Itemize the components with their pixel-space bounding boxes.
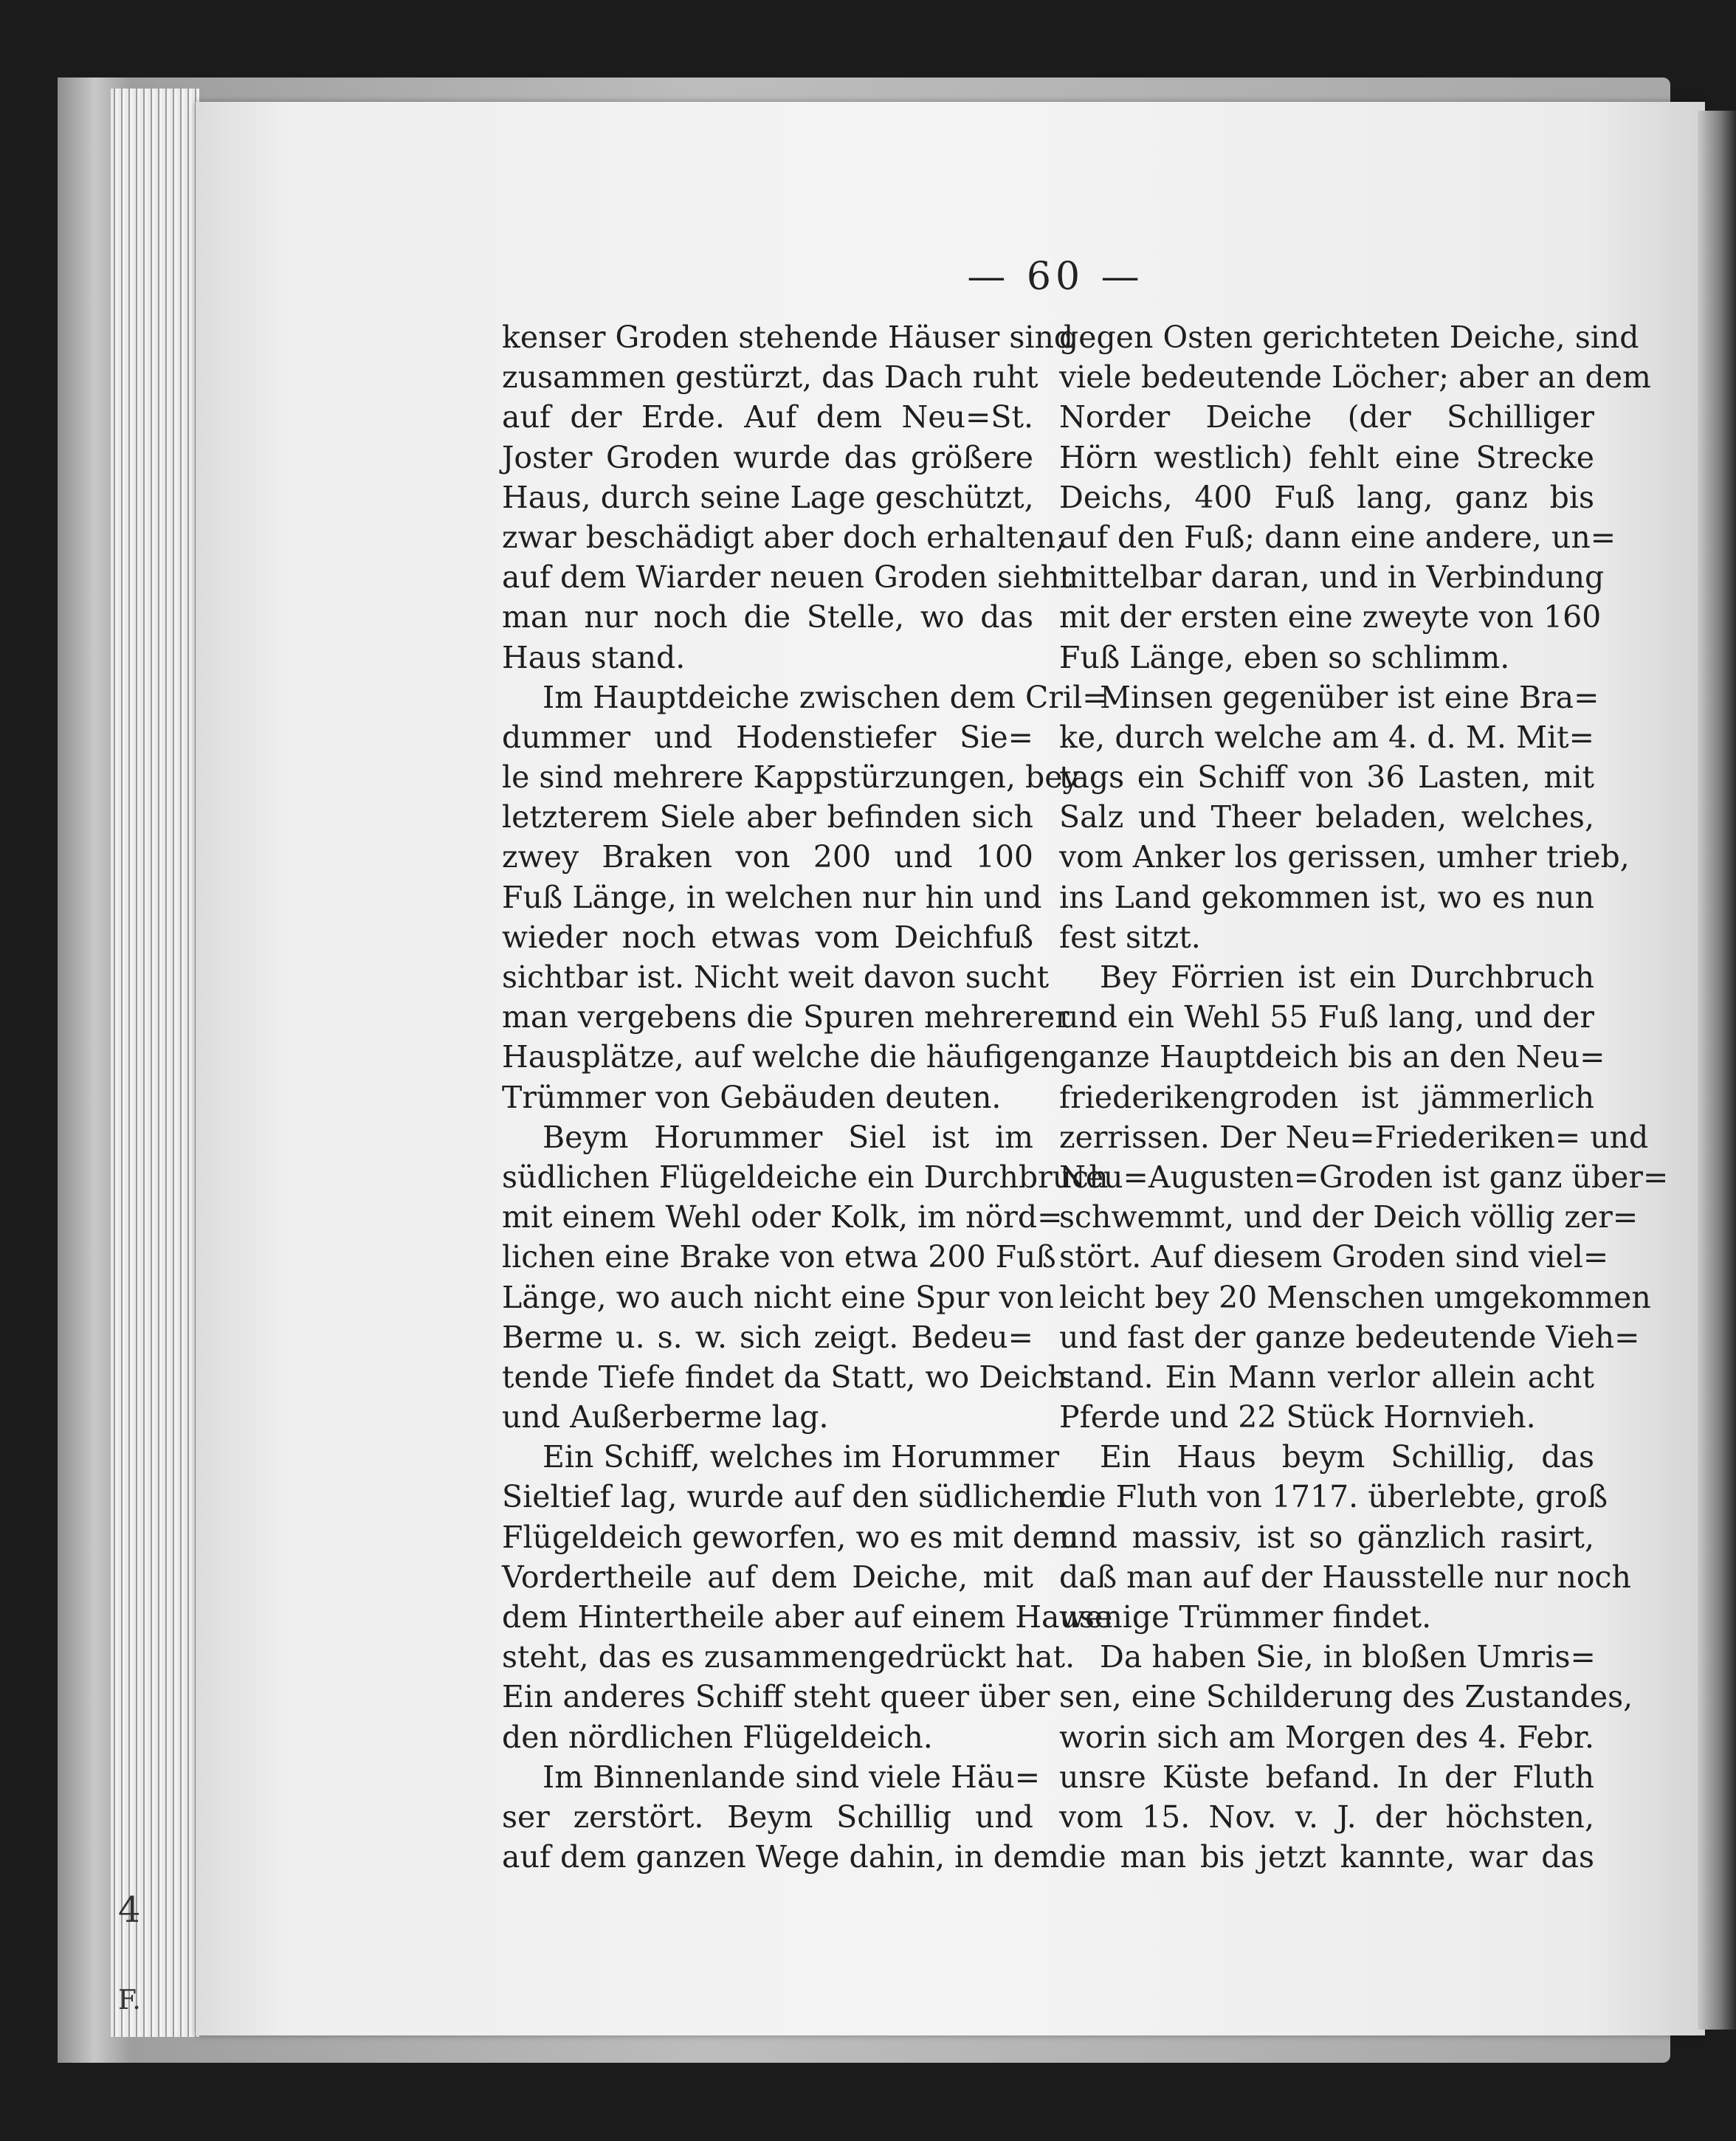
left-text-column <box>502 317 1113 1877</box>
text-line: ganze Hauptdeich bis an den Neu= <box>1059 1039 1605 1075</box>
text-line: und massiv, ist so gänzlich rasirt, <box>1059 1519 1594 1555</box>
text-line: schwemmt, und der Deich völlig zer= <box>1059 1199 1639 1235</box>
text-line: sichtbar ist. Nicht weit davon sucht <box>502 959 1050 995</box>
text-line: gegen Osten gerichteten Deiche, sind <box>1059 320 1639 355</box>
text-line: sen, eine Schilderung des Zustandes, <box>1059 1679 1633 1715</box>
corner-mark-lower: F. <box>118 1985 141 2016</box>
text-line: vom 15. Nov. v. J. der höchsten, <box>1059 1799 1594 1835</box>
text-line: Länge, wo auch nicht eine Spur von <box>502 1279 1054 1315</box>
text-line: man vergebens die Spuren mehrerer <box>502 999 1070 1035</box>
text-line: und fast der ganze bedeutende Vieh= <box>1059 1319 1640 1355</box>
text-line: zwar beschädigt aber doch erhalten; <box>502 519 1066 555</box>
text-line: Neu=Augusten=Groden ist ganz über= <box>1059 1159 1669 1195</box>
text-line: friederikengroden ist jämmerlich <box>1059 1079 1594 1115</box>
text-line: worin sich am Morgen des 4. Febr. <box>1059 1719 1594 1755</box>
text-line: Hausplätze, auf welche die häufigen <box>502 1039 1061 1075</box>
text-line: auf dem Wiarder neuen Groden sieht <box>502 559 1072 596</box>
corner-mark-upper: 4 <box>118 1889 141 1931</box>
text-line: Deichs, 400 Fuß lang, ganz bis <box>1059 479 1594 515</box>
text-line: vom Anker los gerissen, umher trieb, <box>1059 839 1630 875</box>
text-line: Joster Groden wurde das größere <box>502 439 1033 475</box>
text-line: stand. Ein Mann verlor allein acht <box>1059 1359 1594 1395</box>
text-line: Minsen gegenüber ist eine Bra= <box>1100 679 1599 715</box>
page-right-edge <box>1698 111 1736 2030</box>
text-line: Sieltief lag, wurde auf den südlichen <box>502 1479 1067 1515</box>
text-line: mit der ersten eine zweyte von 160 <box>1059 599 1602 635</box>
text-line: Hörn westlich) fehlt eine Strecke <box>1059 439 1594 475</box>
text-line: Ein Schiff, welches im Horummer <box>542 1439 1060 1475</box>
text-line: Berme u. s. w. sich zeigt. Bedeu= <box>502 1319 1033 1355</box>
text-line: dem Hintertheile aber auf einem Hause <box>502 1599 1113 1635</box>
text-line: tende Tiefe findet da Statt, wo Deich <box>502 1359 1067 1395</box>
text-line: Salz und Theer beladen, welches, <box>1059 799 1594 835</box>
text-line: Ein anderes Schiff steht queer über <box>502 1679 1050 1715</box>
text-line: stört. Auf diesem Groden sind viel= <box>1059 1239 1609 1275</box>
text-line: viele bedeutende Löcher; aber an dem <box>1059 359 1651 396</box>
text-line: dummer und Hodenstiefer Sie= <box>502 719 1033 755</box>
text-line: zusammen gestürzt, das Dach ruht <box>502 359 1038 396</box>
text-line: mit einem Wehl oder Kolk, im nörd= <box>502 1199 1063 1235</box>
text-line: Pferde und 22 Stück Hornvieh. <box>1059 1399 1536 1435</box>
text-line: kenser Groden stehende Häuser sind <box>502 320 1074 355</box>
text-line: wieder noch etwas vom Deichfuß <box>502 919 1033 955</box>
text-line: auf dem ganzen Wege dahin, in dem <box>502 1839 1060 1875</box>
page-edges <box>111 89 199 2037</box>
text-line: steht, das es zusammengedrückt hat. <box>502 1639 1075 1675</box>
text-line: Bey Förrien ist ein Durchbruch <box>1100 959 1594 995</box>
text-line: tags ein Schiff von 36 Lasten, mit <box>1059 759 1594 796</box>
text-line: und Außerberme lag. <box>502 1399 829 1435</box>
text-line: lichen eine Brake von etwa 200 Fuß <box>502 1239 1056 1275</box>
text-line: Flügeldeich geworfen, wo es mit dem <box>502 1519 1079 1555</box>
page-number: — 60 — <box>967 255 1144 299</box>
text-line: Im Binnenlande sind viele Häu= <box>542 1759 1041 1795</box>
text-line: Fuß Länge, eben so schlimm. <box>1059 639 1510 675</box>
text-line: auf den Fuß; dann eine andere, un= <box>1059 519 1616 555</box>
text-line: die Fluth von 1717. überlebte, groß <box>1059 1479 1608 1515</box>
text-line: letzterem Siele aber befinden sich <box>502 799 1033 835</box>
text-line: ins Land gekommen ist, wo es nun <box>1059 879 1594 915</box>
text-line: ke, durch welche am 4. d. M. Mit= <box>1059 719 1594 755</box>
text-line: Trümmer von Gebäuden deuten. <box>502 1079 1002 1115</box>
text-line: ser zerstört. Beym Schillig und <box>502 1799 1033 1835</box>
text-line: Beym Horummer Siel ist im <box>542 1119 1033 1155</box>
text-line: Im Hauptdeiche zwischen dem Cril= <box>542 679 1108 715</box>
text-line: wenige Trümmer findet. <box>1059 1599 1432 1635</box>
text-line: unsre Küste befand. In der Fluth <box>1059 1759 1594 1795</box>
text-line: Da haben Sie, in bloßen Umris= <box>1100 1639 1596 1675</box>
text-line: le sind mehrere Kappstürzungen, bey <box>502 759 1080 796</box>
text-line: Norder Deiche (der Schilliger <box>1059 399 1594 435</box>
text-line: Ein Haus beym Schillig, das <box>1100 1439 1594 1475</box>
text-line: leicht bey 20 Menschen umgekommen <box>1059 1279 1651 1315</box>
text-line: Haus, durch seine Lage geschützt, <box>502 479 1034 515</box>
text-line: die man bis jetzt kannte, war das <box>1059 1839 1594 1875</box>
text-line: Vordertheile auf dem Deiche, mit <box>502 1559 1033 1595</box>
text-line: fest sitzt. <box>1059 919 1201 955</box>
text-line: zwey Braken von 200 und 100 <box>502 839 1033 875</box>
right-text-column <box>1059 317 1669 1877</box>
text-line: Fuß Länge, in welchen nur hin und <box>502 879 1042 915</box>
text-line: Haus stand. <box>502 639 686 675</box>
text-line: auf der Erde. Auf dem Neu=St. <box>502 399 1033 435</box>
text-line: mittelbar daran, und in Verbindung <box>1059 559 1605 596</box>
text-line: daß man auf der Hausstelle nur noch <box>1059 1559 1631 1595</box>
text-line: man nur noch die Stelle, wo das <box>502 599 1033 635</box>
text-line: zerrissen. Der Neu=Friederiken= und <box>1059 1119 1649 1155</box>
text-line: den nördlichen Flügeldeich. <box>502 1719 933 1755</box>
text-line: südlichen Flügeldeiche ein Durchbruch <box>502 1159 1109 1195</box>
text-line: und ein Wehl 55 Fuß lang, und der <box>1059 999 1594 1035</box>
